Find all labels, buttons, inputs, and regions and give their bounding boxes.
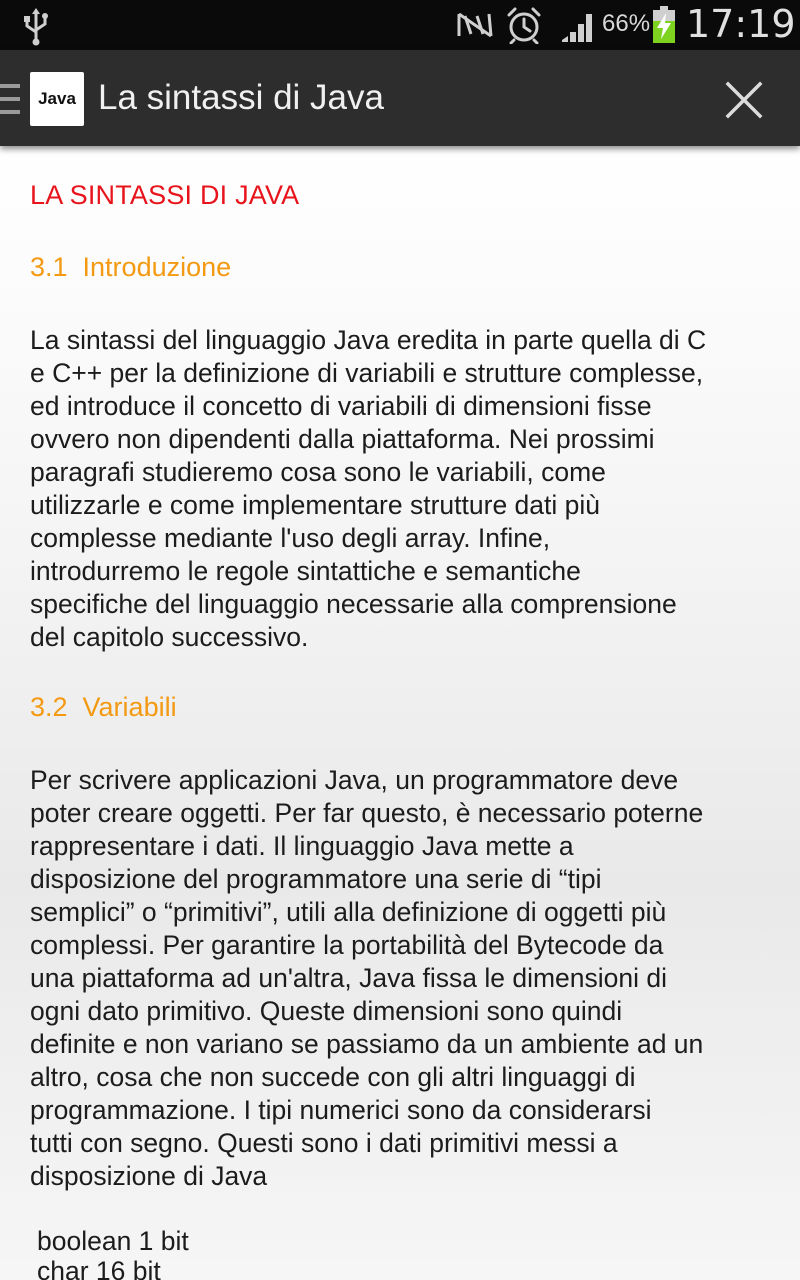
paragraph-line: tutti con segno. Questi sono i dati primitivi messi a xyxy=(30,1128,618,1158)
paragraph-variabili xyxy=(30,764,770,1193)
alarm-icon xyxy=(506,6,542,49)
paragraph-line: disposizione del programmatore una serie di “tipi xyxy=(30,864,602,894)
paragraph-line: introdurremo le regole sintattiche e semantiche xyxy=(30,556,581,586)
battery-charging-icon xyxy=(652,6,676,49)
paragraph-line: programmazione. I tipi numerici sono da considerarsi xyxy=(30,1095,652,1125)
signal-icon xyxy=(560,10,596,47)
paragraph-line: disposizione di Java xyxy=(30,1161,268,1191)
paragraph-line: ogni dato primitivo. Queste dimensioni sono quindi xyxy=(30,996,623,1026)
status-bar xyxy=(0,0,800,50)
battery-percent: 66% xyxy=(602,10,651,37)
type-item: boolean 1 bit xyxy=(37,1226,189,1256)
close-icon[interactable] xyxy=(724,80,764,125)
paragraph-line: una piattaforma ad un'altra, Java fissa le dimensioni di xyxy=(30,963,667,993)
paragraph-line: complesse mediante l'uso degli array. Infine, xyxy=(30,523,551,553)
app-logo[interactable] xyxy=(30,72,84,126)
nfc-icon xyxy=(455,10,495,45)
primitive-types-list xyxy=(37,1226,189,1280)
paragraph-line: altro, cosa che non succede con gli altri linguaggi di xyxy=(30,1062,636,1092)
article-heading: LA SINTASSI DI JAVA xyxy=(30,180,300,210)
paragraph-line: definite e non variano se passiamo da un ambiente ad un xyxy=(30,1029,704,1059)
paragraph-line: specifiche del linguaggio necessarie alla comprensione xyxy=(30,589,677,619)
paragraph-line: poter creare oggetti. Per far questo, è necessario poterne xyxy=(30,798,704,828)
app-logo-text: Java xyxy=(38,89,76,108)
action-bar xyxy=(0,50,800,146)
menu-icon[interactable] xyxy=(0,82,22,121)
paragraph-line: utilizzarle e come implementare strutture dati più xyxy=(30,490,600,520)
paragraph-introduzione xyxy=(30,324,770,654)
paragraph-line: semplici” o “primitivi”, utili alla definizione di oggetti più xyxy=(30,897,667,927)
paragraph-line: rappresentare i dati. Il linguaggio Java mette a xyxy=(30,831,574,861)
type-item: char 16 bit xyxy=(37,1256,161,1280)
paragraph-line: ovvero non dipendenti dalla piattaforma. Nei prossimi xyxy=(30,424,655,454)
paragraph-line: paragrafi studieremo cosa sono le variabili, come xyxy=(30,457,606,487)
section-heading-variabili: 3.2 Variabili xyxy=(30,692,177,722)
section-heading-introduzione: 3.1 Introduzione xyxy=(30,252,232,282)
paragraph-line: e C++ per la definizione di variabili e strutture complesse, xyxy=(30,358,704,388)
paragraph-line: complessi. Per garantire la portabilità del Bytecode da xyxy=(30,930,664,960)
page-title: La sintassi di Java xyxy=(98,78,384,117)
paragraph-line: La sintassi del linguaggio Java eredita in parte quella di C xyxy=(30,325,707,355)
status-clock: 17:19 xyxy=(686,2,796,46)
article-content[interactable] xyxy=(0,146,800,1280)
paragraph-line: Per scrivere applicazioni Java, un programmatore deve xyxy=(30,765,679,795)
paragraph-line: ed introduce il concetto di variabili di dimensioni fisse xyxy=(30,391,652,421)
paragraph-line: del capitolo successivo. xyxy=(30,622,309,652)
usb-icon xyxy=(22,6,50,51)
